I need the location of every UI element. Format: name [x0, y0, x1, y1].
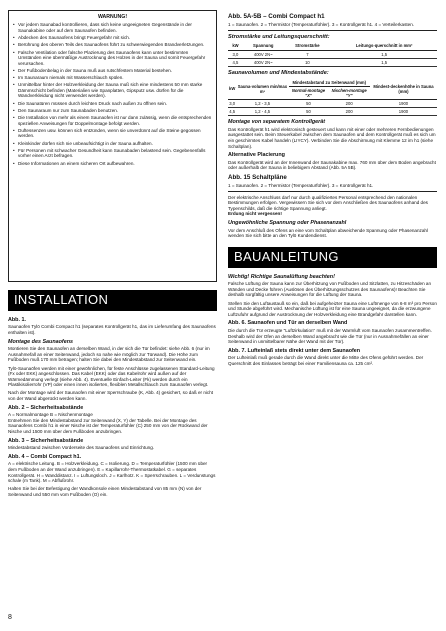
- table-cell: 1900: [370, 100, 437, 108]
- abb15-heading: Abb. 15 Schaltpläne: [228, 174, 287, 182]
- abb15-text: 1 = Saunaofen. 2 = Thermistor (Temperaturfühler). 3 = Kontrollgerät h1.: [228, 182, 374, 188]
- abb1-text: Saunaofen Tylö Combi Compact h1 (separates Kontrollgerät h1, das im Lieferumfang des Saunaofens enthalten ist).: [8, 324, 216, 336]
- grounding-note: Erdung nicht vergessen!: [228, 211, 282, 217]
- volume-table: [228, 79, 437, 117]
- table-cell: 400V 2N~: [243, 50, 284, 58]
- abb3-heading: Abb. 3 – Sicherheitsabstände: [8, 437, 84, 444]
- table-cell: 400V 2N~: [243, 58, 284, 66]
- current-table: [228, 42, 437, 66]
- table-cell: 7: [284, 50, 332, 58]
- table-header: kW: [228, 79, 236, 100]
- abb2-heading: Abb. 2 – Sicherheitsabstände: [8, 404, 84, 411]
- warning-item: • Im Saunaraum niemals mit Wasserschlauch spülen.: [13, 75, 212, 81]
- warning-title: WARNUNG!: [97, 14, 128, 20]
- table-cell: 4,5: [229, 109, 236, 115]
- warning-item: • Abdecken des Saunaofens bringt Feuergefahr mit sich.: [13, 35, 212, 41]
- abb4-legend: A = elektrische Leitung. B = Holzverkleidung. C = Isolierung. D = Temperaturfühler (1500 mm über dem Fußboden an der Wand anzubringen). E = Kapillarrohr-Thermostatkabel. G = separates Kontrollgerät. H = Wanddistanz. I = Luftungsloch. J = Karlhotz. K = Sperrschrauben. L = Verdunstungs schale (m Tank). M = Abflußrohr.: [8, 461, 216, 484]
- table-cell: 3,0: [228, 50, 243, 58]
- abb3-text: Mindestabstand zwischen Vorderseite des Saunaofens und Einrichtung.: [8, 445, 155, 451]
- right-column: [228, 10, 437, 369]
- separate-controller-text: Das Kontrollgerät h1 wird elektronisch gesteuert und kann mit einer oder mehreren Fernbedienungen ausgestattet sein. Beim Steuerkabel zwischen dem Saunaofen und dem Kontrollgerät muß es sich um ein geschirmtes Kabel handeln (LIYCY). Verbinden Sie die Abschirmung mit Klemme 12 im h1 (siehe Schaltplan).: [228, 126, 436, 149]
- warning-item: • Duftessenzen usw. können sich entzünden, wenn sie unverdünnt auf die Steine gegossen werden.: [13, 128, 212, 139]
- abb2-legend: A = Normalmontage B = Nischenmontage: [8, 412, 93, 418]
- table-cell: 1,5: [331, 50, 437, 58]
- ventilation-text: Falsche Lüftung der Sauna kann zur Überhitzung von Fußboden und Sitzlatten, zu Hitzeschäden an Wänden und Decke führen (Auslösen des Überhitzungsschutzes des Saunaofens)! Beachten Sie deshalb sorgfältig unsere Anweisungen für die Lüftung der Sauna.: [228, 281, 432, 298]
- left-column: [8, 10, 217, 500]
- table-cell: 1,2 - 3,5: [236, 100, 288, 108]
- warning-item: • Die Installation von mehr als einem Saunaofen ist nur dann zulässig, wenn die entsprechenden speziellen Anweisungen für Doppelmontage befolgt werden.: [13, 115, 212, 126]
- warning-item: • Unmittelbar hinter der Holzverkleidung der Sauna muß sich eine mindestens 50 mm starke Dämmschicht befinden (Materialien wie Spanplatten, Gipsputz usw. dürfen für die Wandverkleidung nicht verwendet werden).: [13, 82, 212, 99]
- alternative-placement-heading: Alternative Placierung: [228, 152, 285, 159]
- table-cell: 200: [328, 108, 370, 116]
- volume-heading: Saunavolumen und Mindestabstände:: [228, 69, 329, 76]
- table-row: [228, 58, 437, 66]
- table-row: [228, 108, 437, 116]
- installation-banner: INSTALLATION: [8, 290, 217, 311]
- abb6-heading: Abb. 6. Saunaofen und Tür an derselben Wand: [228, 320, 348, 327]
- warning-item: • Den Saunaraum nur zum Saunabaden benutzen.: [13, 108, 212, 114]
- warning-box: [8, 10, 217, 282]
- table-header: Mindestabstand zu Seitenwand (mm): [289, 79, 370, 87]
- abb4-heading: Abb. 4 – Combi Compact h1.: [8, 453, 82, 460]
- abb5-text: 1 = Saunaofen. 2 = Thermistor (Temperaturfühler). 3 = Kontrollgerät h1. 4 = Verteilerkasten.: [228, 21, 415, 27]
- separate-controller-heading: Montage von separatem Kontrollgerät: [228, 119, 326, 126]
- page-number: 8: [8, 614, 12, 621]
- warning-item: • Vor jedem Saunabad kontrollieren, dass sich keine ungeeigneten Gegenstände in der Saunakabine oder auf dem Saunaofen befinden.: [13, 22, 212, 33]
- abb7-heading: Abb. 7. Lufteinlaß stets direkt unter dem Saunaofen: [228, 347, 361, 354]
- montage-text: Montieren Sie den Saunaofen an derselben Wand, in der sich die Tür befindet: siehe Abb. 6 (nur im Ausnahmefall an einer Seitenwand, jedoch so nahe wie möglich zur Türwand). Die Höhe zum Fußboden muß 170 mm betragen; halten Sie dabei den Mindestabstand zur Seitenwand ein.: [8, 346, 210, 363]
- warning-item: • Die Saunatüren müssen durch leichten Druck nach außen zu öffnen sein.: [13, 101, 212, 107]
- warning-item: • Kleinkinder dürfen sich nie unbeaufsichtigt in der Sauna aufhalten.: [13, 141, 212, 147]
- abb5-heading: Abb. 5A-5B – Combi Compact h1: [228, 13, 325, 20]
- table-cell: 4,5: [228, 58, 243, 66]
- ventilation-text-2: Stellen Sie den Luftaustauß so ein, daß bei aufgeheizter Sauna eine Luftmenge von 6-8 m³ pro Person und Stunde abgeführt wird. Mechanische Lüftung ist für eine Sauna ungeeignet, da die erzwungene Luftzufuhr aufgrund der Austrocknung der Holzverkleidung eine Brandgefahr darstellen kann.: [228, 300, 437, 317]
- warning-list: [13, 22, 212, 166]
- table-header: Mindest-deckenhöhe in Sauna (mm): [370, 79, 437, 100]
- warning-item: • Falsche Ventilation oder falsche Plazierung des Saunaofens kann unter bestimmten Umständen eine übermäßige Austrocknung des Holzes in der Sauna und somit Feuergefahr verursachen.: [13, 50, 212, 67]
- divider: [228, 191, 437, 192]
- ventilation-heading: Wichtig! Richtige Saunalüftung beachten!: [228, 273, 335, 280]
- warning-item: • Berührung des oberen Teils des Saunaofens führt zu schwerwiegenden Brandverletzungen.: [13, 42, 212, 48]
- table-header: Spannung: [243, 42, 284, 50]
- unusual-voltage-text: Vor dem Anschluß des Ofens an eine vom Schaltplan abweichende Spannung oder Phasenanzahl wenden Sie sich bitte an den Tylö Kundendienst.: [228, 227, 428, 239]
- table-cell: 10: [284, 58, 332, 66]
- table-cell: 1,2 - 4,5: [236, 108, 288, 116]
- warning-item: • Der Fußbodenbelag in der Sauna muß aus rutschfestem Material bestehen.: [13, 68, 212, 74]
- connection-text: Tylö-Saunaöfen werden mit einer gewöhnlichen, für feste Anschlüsse zugelassenen Standard-Leitung (Fx oder EKK) angeschlossen. Das Kabel (EKK) oder das Kabelrohr wird außen auf der Wärmedämmung verlegt (siehe Abb. 4). Eventuelle Einfach-Leiter (Fk) werden durch ein Plastikisolierrohr (VP) oder einen innen isolierten, flexiblen Metallschlauch zum Saunaofen verlegt.: [8, 365, 215, 388]
- table-cell: 1,5: [331, 58, 437, 66]
- bauanleitung-banner: BAUANLEITUNG: [228, 247, 437, 268]
- montage-heading: Montage des Saunaofens: [8, 338, 73, 345]
- table-header: kW: [228, 42, 243, 50]
- lock-screw-text: Nach der Montage wird der Saunaofen mit einer Sperrschraube (K, Abb. 4) gesichert, so daß er nicht von der Wand abgerückt werden kann.: [8, 390, 214, 401]
- table-row: [228, 100, 437, 108]
- table-header: Leitungs-querschnitt in mm²: [331, 42, 437, 50]
- table-cell: 3,0: [229, 101, 236, 107]
- abb4-text: Halten Sie bei der Befestigung der Wandkonsole einen Mindestabstand von 85 mm (N) von der Seitenwand und 550 mm vom Fußboden (O) ein.: [8, 486, 202, 497]
- abb1-heading: Abb. 1.: [8, 316, 26, 323]
- unusual-voltage-heading: Ungewöhnliche Spannung oder Phasenanzahl: [228, 220, 347, 227]
- abb2-text: Entnehmen Sie den Mindestabstand zur Seitenwand (X, Y) der Tabelle. Bei der Montage des Saunaofens Combi h1 in einer Nische ist der Temperaturfühler (C) 250 mm von der Rückwand der Nische und 1500 mm über dem Fußboden anzubringen.: [8, 417, 208, 434]
- warning-item: • Für Personen mit schwacher Gesundheit kann Saunabaden belastend sein. Gegebenenfalls vorher einen Arzt befragen.: [13, 148, 212, 159]
- warning-item: • Diese Informationen an einem sicheren Ort aufbewahren.: [13, 161, 212, 167]
- table-cell: 1900: [370, 108, 437, 116]
- divider: [228, 30, 437, 31]
- current-heading: Stromstärke und Leitungsquerschnitt:: [228, 33, 330, 40]
- table-header: Stromstärke: [284, 42, 332, 50]
- abb6-text: Die durch die Tür erzeugte "Luftzirkulation" muß mit der Warmluft vom Saunaofen zusammentreffen. Deshalb wird der Ofen an derselben Wand angebracht wie die Tür (nur in Ausnahmefällen an einer Seitenwand in unmittelbarer Nähe der Wand mit der Tür).: [228, 327, 432, 345]
- table-cell: 50: [289, 100, 329, 108]
- table-subheader: Normal-montage "X": [289, 86, 329, 99]
- table-subheader: Nischen-montage "Y": [328, 86, 370, 99]
- table-cell: 50: [289, 108, 329, 116]
- table-header: Sauna-volumen min/max m³: [236, 79, 288, 100]
- electrical-text: Der elektrische Anschluss darf nur durch qualifiziertes Personal entsprechend den nationalen Bestimmungen erfolgen. Vergewissern Sie sich vor dem Anschließen des Saunaofens anhand des Typenschilds, daß die richtige Spannung anliegt.: [228, 194, 428, 211]
- table-cell: 200: [328, 100, 370, 108]
- alternative-placement-text: Das Kontrollgerät wird an der Innenwand der Saunakabine max. 760 mm über dem Boden angebracht oder außerhalb der Sauna in beliebigem Abstand (Abb. 5A 5B).: [228, 159, 436, 171]
- table-row: [228, 50, 437, 58]
- abb7-text: Der Lufteinlaß muß gerade durch die Wand direkt unter die Mitte des Ofens geführt werden. Der Querschnitt des Einlasses beträgt bei einer Familiensauna ca. 125 cm².: [228, 355, 424, 366]
